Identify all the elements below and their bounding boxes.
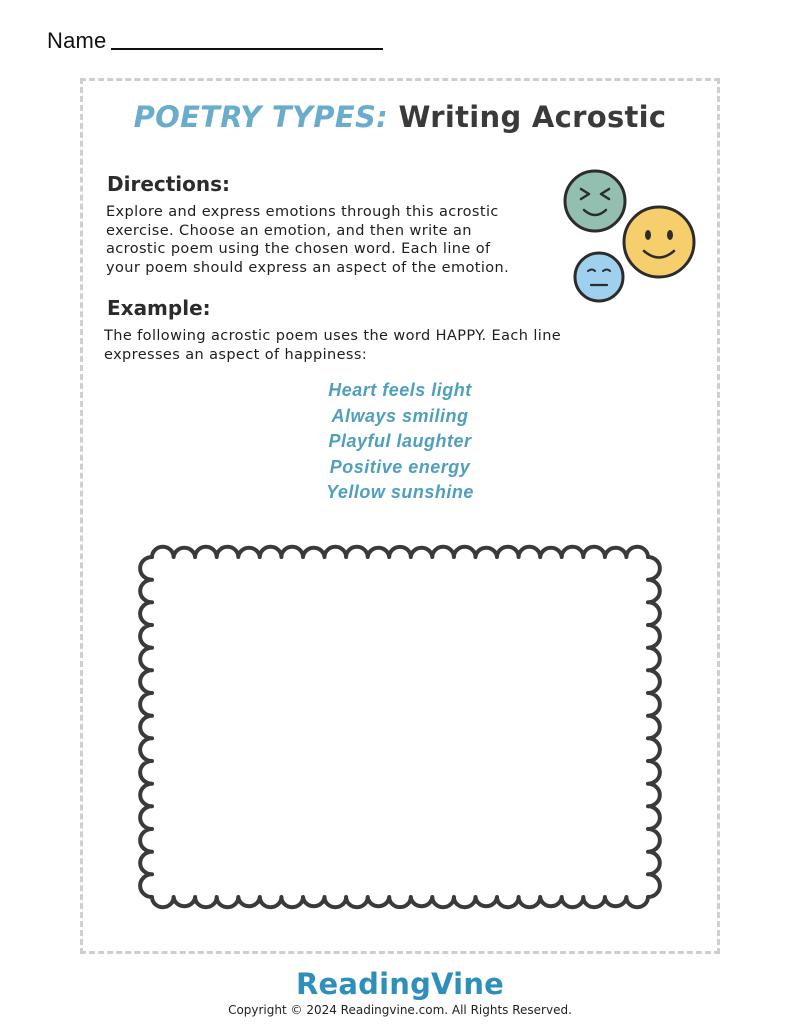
title-poetry-types: POETRY TYPES: xyxy=(133,100,389,134)
directions-line: acrostic poem using the chosen word. Each line of xyxy=(106,241,491,257)
poem-line: Always smiling xyxy=(331,405,469,426)
poem-line: Heart feels light xyxy=(328,380,472,400)
copyright-text: Copyright © 2024 Readingvine.com. All Rights Reserved. xyxy=(228,1003,572,1017)
example-text xyxy=(104,327,644,364)
laughing-face-icon xyxy=(565,171,625,231)
poem-line: Yellow sunshine xyxy=(326,482,474,502)
example-poem xyxy=(0,378,800,506)
page-title xyxy=(0,100,800,134)
example-line: The following acrostic poem uses the word HAPPY. Each line xyxy=(104,328,562,344)
example-heading: Example: xyxy=(107,296,211,320)
smiling-face-icon xyxy=(624,207,694,277)
directions-line: Explore and express emotions through this acrostic xyxy=(106,204,499,220)
directions-text xyxy=(106,203,556,277)
writing-box[interactable] xyxy=(130,535,670,929)
example-line: expresses an aspect of happiness: xyxy=(104,346,368,363)
title-writing-acrostic: Writing Acrostic xyxy=(398,100,667,134)
emotion-faces xyxy=(560,165,710,305)
directions-heading: Directions: xyxy=(107,172,231,196)
poem-line: Playful laughter xyxy=(328,431,472,451)
poem-line: Positive energy xyxy=(329,456,471,477)
readingvine-logo: ReadingVine xyxy=(295,967,505,1001)
neutral-face-icon xyxy=(575,253,623,301)
name-field[interactable] xyxy=(47,28,383,54)
scalloped-border xyxy=(140,547,660,907)
directions-line: your poem should express an aspect of the emotion. xyxy=(106,259,510,276)
name-blank-line[interactable] xyxy=(111,47,383,50)
directions-line: exercise. Choose an emotion, and then write an xyxy=(106,222,472,239)
name-label: Name xyxy=(47,28,107,53)
